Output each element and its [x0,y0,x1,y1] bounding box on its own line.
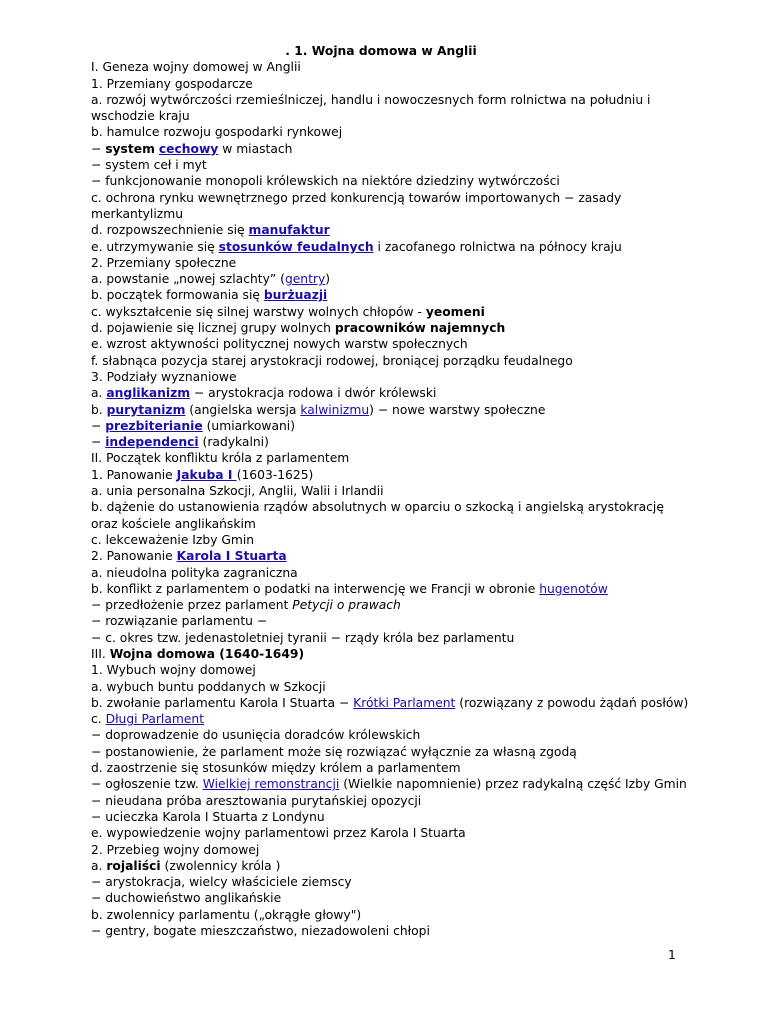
text-segment: (umiarkowani) [202,418,296,433]
text-segment: b. zwołanie parlamentu Karola I Stuarta − [91,695,354,710]
hyperlink[interactable]: Długi Parlament [105,712,205,727]
text-segment: (rozwiązany z powodu żądań posłów) [455,695,689,710]
hyperlink[interactable]: burżuazji [263,288,328,303]
text-line [91,271,671,287]
text-segment: d. pojawienie się licznej grupy wolnych [91,321,335,336]
hyperlink[interactable]: prezbiterianie [105,418,203,433]
hyperlink[interactable]: Wielkiej remonstrancji [202,777,340,792]
text-segment: f. słabnąca pozycja starej arystokracji rodowej, broniącej porządku feudalnego [91,353,573,368]
hyperlink[interactable]: independenci [105,435,199,450]
text-line [91,124,671,140]
text-line [91,581,671,597]
text-segment: 3. Podziały wyznaniowe [91,369,237,384]
bold-text: yeomeni [425,304,485,319]
text-line [91,695,689,711]
text-segment: c. lekceważenie Izby Gmin [91,532,255,547]
text-line [91,483,671,499]
text-line [91,157,671,173]
hyperlink[interactable]: anglikanizm [106,386,191,401]
text-segment: b. hamulce rozwoju gospodarki rynkowej [91,125,343,140]
text-segment: III. [91,646,110,661]
text-segment: e. wzrost aktywności politycznej nowych warstw społecznych [91,337,468,352]
hyperlink[interactable]: purytanizm [106,402,186,417]
text-segment: − postanowienie, że parlament może się rozwiązać wyłącznie za własną zgodą [91,744,577,759]
text-segment: a. nieudolna polityka zagraniczna [91,565,298,580]
text-line [91,353,671,369]
text-line [91,776,687,792]
text-line [91,565,671,581]
text-line [91,809,671,825]
hyperlink[interactable]: Karola I Stuarta [176,549,287,564]
text-line [91,402,671,418]
text-segment: 2. Przemiany społeczne [91,255,237,270]
hyperlink[interactable]: Krótki Parlament [353,695,456,710]
text-segment: − c. okres tzw. jedenastoletniej tyranii − rządy króla bez parlamentu [91,630,515,645]
document-title: . 1. Wojna domowa w Anglii [285,44,477,58]
text-segment: b. początek formowania się [91,288,264,303]
text-segment: − [91,418,106,433]
text-segment: c. [91,712,106,727]
text-segment: 2. Przebieg wojny domowej [91,842,260,857]
text-line [91,369,671,385]
text-line [91,320,671,336]
text-line [91,760,671,776]
bold-text: Wojna domowa (1640-1649) [109,646,305,661]
text-segment: I. Geneza wojny domowej w Anglii [91,60,301,75]
text-segment: II. Początek konfliktu króla z parlamentem [91,451,350,466]
text-segment: − ucieczka Karola I Stuarta z Londynu [91,809,325,824]
text-line [91,450,671,466]
page-number: 1 [668,948,676,962]
text-line [91,727,671,743]
text-segment: e. utrzymywanie się [91,239,219,254]
hyperlink[interactable]: cechowy [158,141,219,156]
text-segment: ) [325,272,331,287]
hyperlink[interactable]: manufaktur [248,223,330,238]
text-segment: c. ochrona rynku wewnętrznego przed konkurencją towarów importowanych − zasady merkantylizmu [91,190,622,221]
text-segment: (radykalni) [198,435,269,450]
text-line [91,173,671,189]
text-segment: (angielska wersja [185,402,301,417]
text-segment: (zwolennicy króla ) [160,858,281,873]
text-line [91,59,671,75]
text-segment: 1. Panowanie [91,467,177,482]
text-segment: b. zwolennicy parlamentu („okrągłe głowy") [91,907,362,922]
text-segment: − system ceł i myt [91,158,207,173]
text-line [91,418,671,434]
text-line [91,76,671,92]
text-line [91,646,671,662]
text-line [91,825,671,841]
text-segment: a. rozwój wytwórczości rzemieślniczej, handlu i nowoczesnych form rolnictwa na południu i wschodzie kraju [91,92,651,124]
text-segment: − duchowieństwo anglikańskie [91,891,282,906]
text-line [91,842,671,858]
text-segment: − arystokracja, wielcy właściciele ziemscy [91,875,352,890]
text-line [91,467,671,483]
text-line [91,336,671,352]
text-segment: − doprowadzenie do usunięcia doradców królewskich [91,728,421,743]
text-segment: − funkcjonowanie monopoli królewskich na niektóre dziedziny wytwórczości [91,174,560,189]
document-body [91,43,689,939]
text-segment: (Wielkie napomnienie) przez radykalną część Izby Gmin [339,777,687,792]
text-segment: d. zaostrzenie się stosunków między królem a parlamentem [91,761,461,776]
text-segment: a. [91,858,107,873]
text-line [91,662,671,678]
text-line [91,304,671,320]
text-segment: 2. Panowanie [91,549,177,564]
text-line [91,907,671,923]
text-segment: (1603-1625) [236,467,314,482]
text-line [91,858,671,874]
text-segment: − [91,435,106,450]
text-segment: − przedłożenie przez parlament [91,598,293,613]
text-segment: b. [91,402,107,417]
text-line [91,548,671,564]
hyperlink[interactable]: Jakuba I [176,467,237,482]
italic-text: Petycji o prawach [292,598,401,613]
text-line [91,630,671,646]
text-line [91,92,671,125]
text-line [91,874,671,890]
text-segment: w miastach [218,141,293,156]
text-segment: e. wypowiedzenie wojny parlamentowi przez Karola I Stuarta [91,826,466,841]
text-line [91,239,671,255]
hyperlink[interactable]: stosunków feudalnych [218,239,374,254]
hyperlink[interactable]: hugenotów [539,581,608,596]
text-line [91,385,671,401]
text-segment: − rozwiązanie parlamentu − [91,614,268,629]
text-line [91,190,671,223]
text-line [91,222,671,238]
text-line [91,711,671,727]
text-segment: a. [91,386,107,401]
text-segment: − arystokracja rodowa i dwór królewski [190,386,437,401]
text-segment: i zacofanego rolnictwa na północy kraju [373,239,622,254]
text-line [91,793,671,809]
text-line [91,287,671,303]
text-segment: − ogłoszenie tzw. [91,777,203,792]
text-line [91,613,671,629]
text-line [91,744,671,760]
text-segment: 1. Przemiany gospodarcze [91,76,253,91]
text-line [91,499,671,532]
text-line [91,923,671,939]
hyperlink[interactable]: kalwinizmu [300,402,370,417]
text-line [91,255,671,271]
text-segment: ) − nowe warstwy społeczne [369,402,546,417]
text-segment: 1. Wybuch wojny domowej [91,663,256,678]
text-line [91,532,671,548]
text-line [91,141,671,157]
text-segment: a. wybuch buntu poddanych w Szkocji [91,679,326,694]
text-segment: a. unia personalna Szkocji, Anglii, Walii i Irlandii [91,484,384,499]
text-segment: b. konflikt z parlamentem o podatki na interwencję we Francji w obronie [91,581,540,596]
bold-text: pracowników najemnych [334,321,506,336]
text-line [91,890,671,906]
text-segment: d. rozpowszechnienie się [91,223,249,238]
bold-text: rojaliści [106,858,161,873]
document-lines [91,59,689,939]
text-line [91,597,671,613]
text-line [91,679,671,695]
hyperlink[interactable]: gentry [284,272,326,287]
text-segment: − nieudana próba aresztowania purytańskiej opozycji [91,793,422,808]
text-segment: a. powstanie „nowej szlachty” ( [91,272,285,287]
text-segment: − gentry, bogate mieszczaństwo, niezadowoleni chłopi [91,924,430,939]
bold-text: system [105,141,155,156]
text-segment: b. dążenie do ustanowienia rządów absolutnych w oparciu o szkocką i angielską arystokrację oraz kościele anglikańskim [91,500,664,531]
text-segment: c. wykształcenie się silnej warstwy wolnych chłopów - [91,304,426,319]
text-line [91,434,671,450]
text-segment: − [91,141,106,156]
